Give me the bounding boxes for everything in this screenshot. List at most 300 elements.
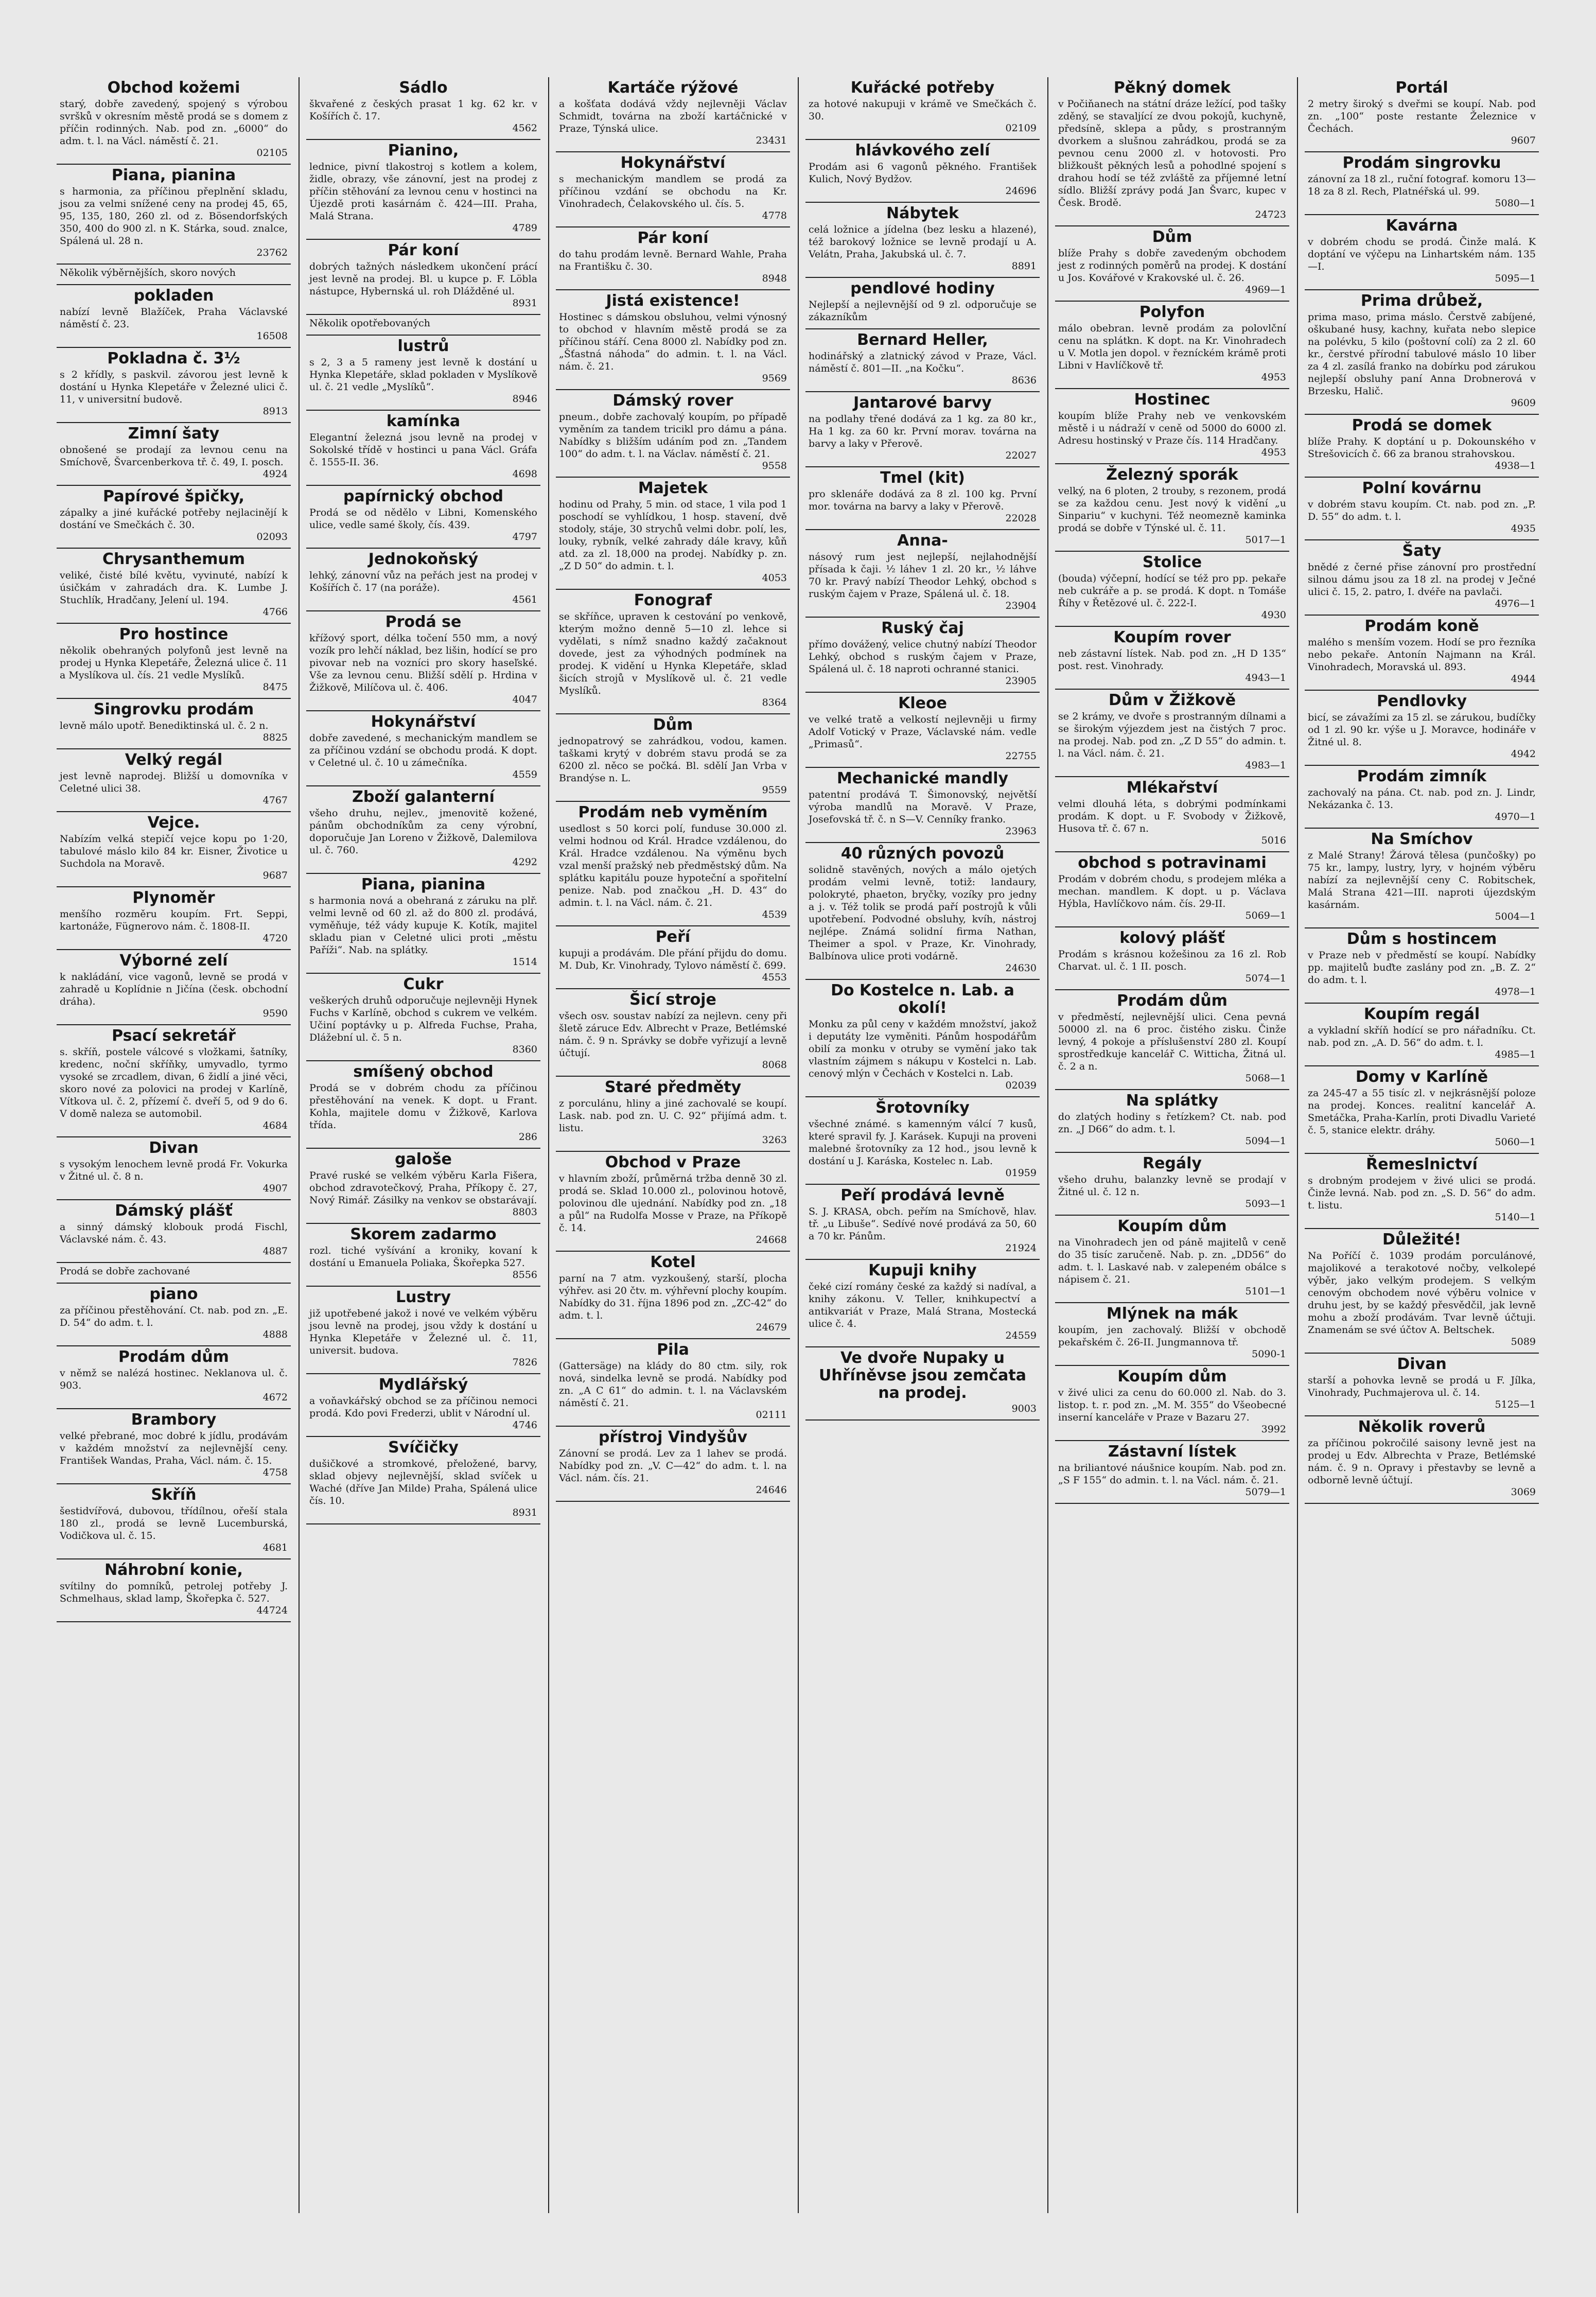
ad-number: 5090-1 — [1252, 1348, 1286, 1360]
classified-ad — [57, 812, 291, 887]
classified-ad — [57, 749, 291, 812]
classified-ad — [1055, 1153, 1289, 1216]
ad-heading: Šaty — [1402, 542, 1442, 560]
classified-ad — [57, 1484, 291, 1559]
ad-body: z Malé Strany! Žárová tělesa (punčošky) po 75 kr., lampy, lustry, lyry, v hojném výběru nabízí za nejlevnější ceny C. Robitschek, Malá Strana 421—III. naproti újezdským kasárnám. — [1308, 850, 1536, 910]
ad-heading: Mydlářský — [378, 1376, 468, 1394]
ad-body: se 2 krámy, ve dvoře s prostranným dílnami a se širokým výjezdem jest na čistých 7 proc. na prodej. Nab. pod zn. „Z D 55“ do admin. t. l. na Václ. nám. č. 21. — [1058, 711, 1286, 759]
ad-number: 4944 — [1511, 673, 1536, 685]
classified-ad — [306, 611, 540, 711]
ad-heading: Kavárna — [1385, 217, 1458, 235]
ad-heading: obchod s potravinami — [1078, 854, 1267, 872]
classified-ad — [1305, 1354, 1539, 1416]
ad-heading: Dům — [1152, 228, 1192, 246]
classified-ad — [1305, 928, 1539, 1004]
ad-number: 4935 — [1511, 523, 1536, 534]
ad-heading: Regály — [1142, 1154, 1202, 1172]
ad-body: prima maso, prima máslo. Čerstvě zabíjené, oškubané husy, kachny, kuřata nebo slepice na polévku, 5 kilo (poštovní colí) za 2 zl. 60 kr., čerstvé přírodní tabulové máslo 10 liber za 4 zl. zasílá franko na dobírku pod zárukou nejlepší obsluhy paní Anna Drobnerová v Brzesku, Halič. — [1308, 311, 1536, 397]
ad-column — [1055, 77, 1289, 2213]
classified-ad — [805, 203, 1040, 278]
classified-ad — [1055, 990, 1289, 1090]
ad-heading: Fonograf — [634, 591, 712, 609]
ad-heading: Singrovku prodám — [93, 700, 254, 718]
ad-body: v dobrém chodu se prodá. Činže malá. K doptání ve výčepu na Linhartském nám. 135—I. — [1308, 236, 1536, 272]
ad-heading: Pokladna č. 3½ — [107, 349, 240, 367]
ad-number: 4053 — [762, 572, 787, 584]
classified-ad — [1305, 290, 1539, 415]
ad-heading: Pár koní — [637, 229, 709, 247]
ad-body: Prodá se od nědělo v Libni, Komenského ulice, vedle samé školy, čís. 439. — [309, 507, 537, 531]
classified-ad — [306, 486, 540, 549]
ad-heading: Prima drůbež, — [1360, 292, 1483, 310]
classified-ad — [306, 1224, 540, 1287]
ad-heading: Pendlovky — [1376, 692, 1467, 710]
classified-ad — [57, 285, 291, 348]
classified-ad — [556, 1252, 790, 1339]
ad-body: Hostinec s dámskou obsluhou, velmi výnosný to obchod v hlavním městě prodá se za příčinou stáří. Cena 8000 zl. Nabídky pod zn. „Šťastná náhoda“ do admin. t. l. na Václ. nám. č. 21. — [559, 311, 787, 372]
column-rule — [299, 77, 300, 2213]
classified-ad — [805, 693, 1040, 768]
ad-number: 8475 — [262, 681, 288, 693]
classified-ad — [306, 711, 540, 786]
ad-number: 4978—1 — [1495, 986, 1536, 997]
ad-heading: Jistá existence! — [606, 292, 740, 310]
ad-heading: Na splátky — [1126, 1092, 1219, 1110]
ad-body: do zlatých hodiny s řetízkem? Ct. nab. pod zn. „J D66“ do adm. t. l. — [1058, 1111, 1286, 1135]
ad-body: velké přebrané, moc dobré k jídlu, prodávám v každém množství za nejlevnější ceny. František Wandas, Praha, Václ. nám. č. 15. — [60, 1430, 288, 1466]
classified-ad — [1055, 302, 1289, 389]
ad-body: s 2 křídly, s paskvil. závorou jest levně k dostání u Hynka Klepetáře v Železné ulici č. 11, v universitní budově. — [60, 369, 288, 405]
ad-body: Monku za půl ceny v každém množství, jakož i deputáty lze vyměniti. Pánům hospodářům obilí za monku v otruby se vymění jako tak vlastním zájmem s nákupu v Kostelci n. Lab. cenový mlýn v Čechách v Kostelci n. Lab. — [809, 1019, 1037, 1079]
ad-body: dobrých tažných následkem ukončení prácí jest levně na prodej. Bl. u kupce p. F. Löbla nástupce, Hybernská ul. roh Dlážděné ul. — [309, 261, 537, 297]
ad-number: 4976—1 — [1495, 598, 1536, 609]
ad-number: 4953 — [1261, 447, 1286, 458]
ad-body: zápalky a jiné kuřácké potřeby nejlacinějí k dostání ve Smečkách č. 30. — [60, 507, 288, 531]
ad-heading: Bernard Heller, — [857, 331, 988, 349]
ad-body: na Vinohradech jen od páně majitelů v ceně do 35 tisíc zaručeně. Nab. p. zn. „DD56“ do adm. t. l. Laskavé nab. v zalepeném obálce s nápisem č. 21. — [1058, 1237, 1286, 1285]
ad-heading: Piana, pianina — [361, 875, 486, 893]
classified-ad — [556, 77, 790, 152]
ad-body: nabízí levně Blažíček, Praha Václavské náměstí č. 23. — [60, 306, 288, 330]
ad-heading: Staré předměty — [604, 1078, 742, 1096]
ad-body: s 2, 3 a 5 rameny jest levně k dostání u Hynka Klepetáře, sklad pokladen v Myslíkově ul. č. 21 vedle „Myslíků“. — [309, 357, 537, 393]
ad-heading: Mechanické mandly — [836, 769, 1009, 787]
classified-ad — [805, 618, 1040, 693]
classified-ad — [57, 486, 291, 549]
classified-ad — [805, 1097, 1040, 1185]
classified-ad — [556, 152, 790, 227]
ad-number: 22755 — [1005, 750, 1037, 762]
ad-number: 8636 — [1011, 375, 1037, 386]
classified-ad — [57, 77, 291, 165]
classified-ad — [306, 315, 540, 336]
classified-ad — [1055, 389, 1289, 464]
ad-body: Na Poříčí č. 1039 prodám porculánové, majolikové a terakotové nočby, velkolepé výběr, jako velkým prodejem. S velkým cenovým obchodem nové výběru volnice v druhu jest, by se každý přesvědčil, jak levně mohu a zboží prodávám. Tvar levně účtuji. Znamenám se své účtov A. Beltschek. — [1308, 1250, 1536, 1336]
ad-number: 3263 — [762, 1134, 787, 1146]
classified-ad — [805, 140, 1040, 203]
ad-heading: Výborné zelí — [119, 952, 228, 970]
ad-body: Několik výběrnějších, skoro nových — [60, 267, 236, 278]
column-rule — [798, 77, 799, 2213]
ad-number: 02093 — [256, 531, 288, 542]
ad-body: malého s menším vozem. Hodí se pro řezníka nebo pekaře. Antonín Najmann na Král. Vinohradech, Moravská ul. 893. — [1308, 637, 1536, 673]
ad-heading: Vejce. — [147, 814, 200, 832]
ad-body: (bouda) výčepní, hodící se též pro pp. pekaře neb cukráře a p. se prodá. K dopt. n Tomáše Říhy v Řetězové ul. č. 222-I. — [1058, 573, 1286, 609]
ad-heading: piano — [149, 1285, 198, 1303]
ad-number: 5060—1 — [1495, 1136, 1536, 1148]
classified-ad — [556, 227, 790, 290]
ad-body: přímo dovážený, velice chutný nabízí Theodor Lehký, obchod s ruským čajem v Praze, Spálená ul. č. 18 naproti ochranné stanici. — [809, 639, 1037, 675]
ad-body: 2 metry široký s dveřmi se koupí. Nab. pod zn. „100“ poste restante Železnice v Čechách. — [1308, 98, 1536, 134]
classified-ad — [57, 1200, 291, 1263]
ad-number: 02111 — [756, 1409, 787, 1421]
ad-heading: Lustry — [395, 1288, 451, 1306]
ad-body: dobře zavedené, s mechanickým mandlem se za příčinou vzdání se obchodu prodá. K dopt. v Celetné ul. č. 10 u zámečníka. — [309, 732, 537, 768]
ad-body: za příčinou pokročilé saisony levně jest na prodej u Edv. Albrechta v Praze, Betlémské nám. č. 9 n. Opravy i přestavby se levně a odborně levně účtují. — [1308, 1437, 1536, 1486]
ad-number: 4887 — [262, 1246, 288, 1257]
classified-ad — [805, 530, 1040, 618]
classified-ad — [556, 390, 790, 478]
ad-number: 24668 — [756, 1234, 787, 1246]
ad-body: a košťata dodává vždy nejlevněji Václav Schmidt, továrna na zboží kartáčnické v Praze, Týnská ulice. — [559, 98, 787, 134]
ad-body: velký, na 6 ploten, 2 trouby, s rezonem, prodá se za každou cenu. Jest nový k vidění „u Sinpariu“ v kuchyni. Též neomezně kaminka prodá se dobře v Týnské ul. č. 11. — [1058, 485, 1286, 534]
ad-body: starší a pohovka levně se prodá u F. Jílka, Vinohrady, Puchmajerova ul. č. 14. — [1308, 1375, 1536, 1398]
ad-body: velmi dlouhá léta, s dobrými podmínkami prodám. K dopt. u F. Svobody v Žižkově, Husova tř. č. 67 n. — [1058, 798, 1286, 834]
ad-heading: Na Smíchov — [1371, 830, 1473, 848]
classified-ad — [57, 950, 291, 1025]
ad-number: 9558 — [762, 460, 787, 471]
classified-ad — [556, 1077, 790, 1152]
column-rule — [548, 77, 549, 2213]
classified-ad — [1055, 464, 1289, 552]
ad-body: lehký, zánovní vůz na peřách jest na prodej v Košířích č. 17 (na poráže). — [309, 570, 537, 593]
ad-number: 23431 — [756, 135, 787, 146]
ad-body: obnošené se prodají za levnou cenu na Smíchově, Švarcenberkova tř. č. 49, I. posch. — [60, 444, 288, 468]
classified-ad — [57, 348, 291, 423]
ad-body: málo obebran. levně prodám za polovlční cenu na splátkn. K dopt. na Kr. Vinohradech u V. Motla jen dopol. v řezníckém krámě proti Libni v Havlíčkově tř. — [1058, 323, 1286, 371]
ad-body: celá ložnice a jídelna (bez lesku a hlazené), též barokový ložnice se levně prodají u A. Velátn, Praha, Jakubská ul. č. 7. — [809, 224, 1037, 260]
ad-number: 9569 — [762, 373, 787, 384]
ad-number: 16508 — [256, 330, 288, 342]
ad-number: 4942 — [1511, 748, 1536, 760]
ad-heading: pokladen — [133, 287, 214, 305]
ad-heading: Psací sekretář — [112, 1027, 236, 1045]
ad-number: 4907 — [262, 1183, 288, 1194]
ad-body: v dobrém stavu koupím. Ct. nab. pod zn. „P. D. 55“ do adm. t. l. — [1308, 499, 1536, 522]
ad-number: 8803 — [512, 1206, 537, 1218]
ad-heading: Divan — [1397, 1355, 1447, 1373]
ad-heading: Svíčičky — [388, 1439, 459, 1457]
ad-body: do tahu prodám levně. Bernard Wahle, Praha na Františku č. 30. — [559, 249, 787, 272]
ad-heading: Brambory — [131, 1411, 217, 1429]
ad-heading: Velký regál — [125, 751, 223, 769]
ad-body: hodinu od Prahy, 5 min. od stace, 1 vila pod 1 poschodí se vyhlídkou, 1 hosp. stavení, dvě stodoly, stáje, 30 strychů velmi dobr. polí, les, louky, rybník, velké zahrady dále kravy, kůň atd. za zl. 18,000 na prodej. Nabídky p. zn. „Z D 50“ do admin. t. l. — [559, 499, 787, 572]
ad-body: všechné známé. s kamenným válcí 7 kusů, které spravil fy. J. Karásek. Kupuji na proveni malebné šrotovníky za 12 hod., jsou levně k dostání u J. Karáska, Kostelec n. Lab. — [809, 1118, 1037, 1167]
classified-ad — [556, 590, 790, 714]
ad-body: s drobným prodejem v živé ulici se prodá. Činže levná. Nab. pod zn. „S. D. 56“ do adm. t. listu. — [1308, 1175, 1536, 1211]
classified-ad — [306, 549, 540, 611]
classified-ad — [1305, 415, 1539, 478]
classified-ad — [1305, 766, 1539, 829]
ad-number: 8931 — [512, 1507, 537, 1518]
ad-body: (Gattersäge) na klády do 80 ctm. sily, rok nová, sindelka levně se prodá. Nabídky pod zn. „A C 61“ do admin. t. l. na Václavském náměstí č. 21. — [559, 1360, 787, 1409]
ad-body: svítilny do pomníků, petrolej potřeby J. Schmelhaus, sklad lamp, Škořepka č. 527. — [60, 1581, 288, 1604]
ad-body: patentní prodává T. Šimonovský, největší výroba mandlů na Moravě. V Praze, Josefovská tř. č. n S—V. Cenníky franko. — [809, 789, 1037, 825]
ad-heading: lustrů — [397, 337, 449, 355]
ad-number: 4539 — [762, 909, 787, 920]
ad-heading: kamínka — [386, 412, 461, 430]
classified-ad — [57, 1559, 291, 1622]
classified-ad — [1055, 627, 1289, 690]
ad-heading: Hokynářství — [371, 713, 476, 731]
ad-number: 5069—1 — [1245, 910, 1286, 921]
ad-heading: Plynoměr — [132, 889, 215, 907]
ad-number: 9607 — [1511, 135, 1536, 146]
ad-heading: Řemeslnictví — [1366, 1155, 1478, 1173]
classified-ad — [556, 1152, 790, 1252]
ad-body: S. J. KRASA, obch. peřím na Smíchově, hlav. tř. „u Libuše“. Sedívé nové prodává za 50, 60 a 70 kr. Pánům. — [809, 1206, 1037, 1242]
ad-number: 5068—1 — [1245, 1073, 1286, 1084]
ad-heading: Dámský rover — [612, 392, 733, 410]
classified-ad — [1055, 1090, 1289, 1153]
ad-body: bnědé z černé přise zánovní pro prostřední silnou dámu jsou za 18 zl. na prodej v Ječné ulici č. 15, 2. patro, I. dvéře na pavlači. — [1308, 562, 1536, 598]
ad-body: starý, dobře zavedený, spojený s výrobou svršků v okresním městě prodá se s domem z příčin rodinných. Nab. pod zn. „6000“ do adm. t. l. na Václ. náměstí č. 21. — [60, 98, 288, 147]
classified-ad — [805, 77, 1040, 140]
classified-ad — [1055, 226, 1289, 302]
classified-ad — [1305, 1004, 1539, 1066]
ad-body: za příčinou přestěhování. Ct. nab. pod zn. „E. D. 54“ do adm. t. l. — [60, 1305, 288, 1328]
classified-ad — [57, 699, 291, 749]
classified-ad — [306, 974, 540, 1061]
ad-body: v předměstí, nejlevnější ulici. Cena pevná 50000 zl. na 6 proc. čistého zisku. Činže levný, 4 pokoje a příslušenství 280 zl. Koupí sprostředkuje kancelář C. Witticha, Žitná ul. č. 2 a n. — [1058, 1011, 1286, 1072]
ad-number: 8825 — [262, 732, 288, 743]
ad-heading: Do Kostelce n. Lab. a okolí! — [831, 981, 1014, 1017]
classified-ad — [556, 802, 790, 926]
ad-body: Prodám s krásnou kožešinou za 16 zl. Rob Charvat. ul. č. 1 II. posch. — [1058, 949, 1286, 972]
ad-heading: papírnický obchod — [343, 487, 503, 505]
ad-number: 02105 — [256, 147, 288, 159]
ad-heading: Koupím dům — [1117, 1217, 1227, 1235]
ad-body: usedlost s 50 korci polí, funduse 30.000 zl. velmi hodnou od Král. Hradce vzdálenou, do Král. Hradce vzdálenou. Na výměnu bych vzal menší pražský neb předměstský dům. Na splátku kapitálu pouze hypoteční a spořitelní penize. Nab. pod značkou „H. D. 43“ do admin. t. l. na Václ. nám. č. 21. — [559, 823, 787, 908]
ad-heading: Nábytek — [886, 204, 959, 222]
ad-body: neb zástavní lístek. Nab. pod zn. „H D 135“ post. rest. Vinohrady. — [1058, 648, 1286, 672]
ad-body: se skříňce, upraven k cestování po venkově, kterým možno denně 5—10 zl. lehce si vydělati, s nímž snadno každý začaknout dovede, jest za výhodných podmínek na prodej. K vidění u Hynka Klepetáře, sklad šicích strojů v Myslíkově ul. č. 21 vedle Myslíků. — [559, 611, 787, 696]
ad-body: z porculánu, hliny a jiné zachovalé se koupí. Lask. nab. pod zn. U. C. 92“ přijímá adm. t. listu. — [559, 1098, 787, 1134]
ad-heading: Obchod v Praze — [605, 1153, 741, 1171]
classified-ad — [1055, 1216, 1289, 1303]
ad-number: 02109 — [1005, 122, 1037, 134]
ad-body: v Počiňanech na státní dráze ležící, pod tašky zděný, se stavaljící ze dvou pokojů, kuchyně, předsíně, sklepa a půdy, s prostranným dvorkem a slušnou zahrádkou, prodá se za pevnou cenu 2000 zl. v hotovosti. Pro bližkoušt pěkných lesů a pohodlné spojení s drahou hodí se též zvláště za příjemné letní sídlo. Bližší zprávy podá Jan Švarc, kupec v Česk. Brodě. — [1058, 98, 1286, 208]
ad-number: 24646 — [756, 1484, 787, 1496]
ad-body: koupím blíže Prahy neb ve venkovském městě i u nádraží v ceně od 5000 do 6000 zl. Adresu hostinský v Praze čís. 114 Hradčany. — [1058, 410, 1286, 446]
ad-number: 8360 — [512, 1044, 537, 1055]
ad-body: všech osv. soustav nabízí za nejlevn. ceny při šletě záruce Edv. Albrecht v Praze, Betlémské nám. č. 9 n. Správky se dobře vyřizují a levně účtují. — [559, 1010, 787, 1059]
ad-body: s vysokým lenochem levně prodá Fr. Vokurka v Žitné ul. č. 8 n. — [60, 1159, 288, 1182]
classified-ad — [1305, 691, 1539, 766]
ad-number: 5095—1 — [1495, 273, 1536, 284]
classified-ad — [805, 392, 1040, 467]
newspaper-page — [57, 77, 1539, 2213]
classified-ad — [1305, 1066, 1539, 1154]
classified-ad — [1055, 777, 1289, 852]
ad-number: 4698 — [512, 468, 537, 480]
ad-body: lednice, pivní tlakostroj s kotlem a kolem, židle, obrazy, vše zánovní, jest na prodej z příčin stěhování za levnou cenu v hostinci na Újezdě proti kasárnám č. 424—III. Praha, Malá Strana. — [309, 161, 537, 222]
ad-heading: Obchod kožemi — [107, 79, 240, 97]
ad-heading: Prodám dům — [1117, 992, 1227, 1010]
ad-heading: Železný sporák — [1106, 466, 1238, 484]
classified-ad — [1305, 829, 1539, 928]
classified-ad — [57, 265, 291, 285]
ad-column — [556, 77, 790, 2213]
ad-body: za 245-47 a 55 tisíc zl. v nejkrásnější poloze na prodej. Konces. realitní kancelář A. Smetáčka, Praha-Karlín, proti Divadlu Varieté č. 5, stanice elektr. dráhy. — [1308, 1088, 1536, 1136]
ad-number: 4684 — [262, 1120, 288, 1131]
ad-body: Prodá se v dobrém chodu za příčinou přestěhování na venek. K dopt. u Frant. Kohla, majitele domu v Žižkově, Karlova třída. — [309, 1082, 537, 1131]
ad-body: pneum., dobře zachovalý koupím, po případě vyměním za tandem tricikl pro dámu a pána. Nabídky s bližším udáním pod zn. „Tandem 100“ do adm. t. l. na Václav. náměstí č. 21. — [559, 411, 787, 460]
ad-body: několik obehraných polyfonů jest levně na prodej u Hynka Klepetáře, Železná ulice č. 11 a Myslíkova ul. čís. 21 vedle Myslíků. — [60, 645, 288, 681]
ad-number: 286 — [518, 1131, 537, 1143]
classified-ad — [57, 1284, 291, 1346]
ad-body: dušičkové a stromkové, přeložené, barvy, sklad objevy nejlevnější, sklad svíček u Waché (dříve Jan Milde) Praha, Spálená ulice čís. 10. — [309, 1458, 537, 1506]
ad-number: 23963 — [1005, 826, 1037, 837]
ad-number: 4292 — [512, 856, 537, 868]
classified-ad — [805, 843, 1040, 980]
classified-ad — [57, 549, 291, 624]
ad-number: 4930 — [1261, 609, 1286, 621]
classified-ad — [306, 1437, 540, 1524]
ad-body: Několik opotřebovaných — [309, 318, 431, 329]
ad-body: zánovní za 18 zl., ruční fotograf. komoru 13—18 za 8 zl. Rech, Platnéřská ul. 99. — [1308, 173, 1536, 197]
ad-body: v Praze neb v předměstí se koupí. Nabídky pp. majitelů buďte zaslány pod zn. „B. Z. 2“ do adm. t. l. — [1308, 950, 1536, 986]
ad-heading: Polyfon — [1139, 303, 1205, 321]
ad-body: Nabízím velká stepičí vejce kopu po 1·20, tabulové máslo kilo 84 kr. Eisner, Životice u Suchdola na Moravě. — [60, 833, 288, 869]
ad-number: 4983—1 — [1245, 760, 1286, 771]
ad-body: Prodá se dobře zachované — [60, 1266, 190, 1277]
ad-heading: Stolice — [1142, 553, 1202, 571]
classified-ad — [805, 768, 1040, 843]
ad-body: kupuji a prodávám. Dle přání přijdu do domu. M. Dub, Kr. Vinohrady, Tylovo náměstí č. 699. — [559, 948, 787, 971]
classified-ad — [1055, 1441, 1289, 1504]
classified-ad — [57, 1137, 291, 1200]
classified-ad — [306, 1374, 540, 1437]
ad-number: 4938—1 — [1495, 460, 1536, 471]
ad-body: parní na 7 atm. vyzkoušený, starší, plocha výhřev. asi 20 čtv. m. výhřevní plochy koupím. Nabídky do 31. října 1896 pod zn. „ZC-42“ do adm. t. l. — [559, 1273, 787, 1321]
classified-ad — [556, 290, 790, 390]
ad-number: 4681 — [262, 1542, 288, 1553]
classified-ad — [1305, 616, 1539, 691]
ad-number: 24559 — [1005, 1330, 1037, 1341]
ad-number: 5079—1 — [1245, 1486, 1286, 1498]
ad-heading: Důležité! — [1382, 1231, 1461, 1249]
ad-body: na podlahy třené dodává za 1 kg. za 80 kr., Ha 1 kg. za 60 kr. První morav. továrna na barvy a laky v Přerově. — [809, 413, 1037, 449]
ad-heading: Anna- — [897, 532, 948, 550]
classified-ad — [306, 240, 540, 315]
classified-ad — [57, 1263, 291, 1284]
ad-number: 5004—1 — [1495, 911, 1536, 922]
classified-ad — [805, 1347, 1040, 1421]
ad-body: a voňavkářský obchod se za příčinou nemoci prodá. Kdo povi Frederzi, ublit v Národní ul. — [309, 1395, 537, 1419]
ad-number: 24696 — [1005, 185, 1037, 197]
ad-heading: Dům v Žižkově — [1108, 691, 1236, 709]
ad-heading: Ve dvoře Nupaky u Uhříněvse jsou zemčata na prodej. — [819, 1349, 1026, 1402]
classified-ad — [1055, 690, 1289, 777]
ad-body: na briliantové náušnice koupím. Nab. pod zn. „S F 155“ do admin. t. l. na Václ. nám. č. 21. — [1058, 1462, 1286, 1486]
ad-heading: Piana, pianina — [111, 166, 236, 184]
ad-number: 8364 — [762, 697, 787, 708]
ad-number: 24679 — [756, 1322, 787, 1333]
classified-ad — [1305, 152, 1539, 215]
ad-body: křížový sport, délka točení 550 mm, a nový vozík pro lehčí náklad, bez lišin, hodící se pro pivovar neb na vozníci pro skory haseľské. Vše za levnou cenu. Bližší sdělí p. Hrdina v Žižkově, Milíčova ul. č. 406. — [309, 633, 537, 693]
classified-ad — [1305, 1416, 1539, 1504]
ad-body: bicí, se závažími za 15 zl. se zárukou, budíčky od 1 zl. 90 kr. výše u J. Moravce, hodináře v Žitné ul. 8. — [1308, 712, 1536, 748]
ad-number: 4559 — [512, 769, 537, 780]
ad-number: 5016 — [1261, 835, 1286, 846]
ad-heading: Skorem zadarmo — [350, 1225, 497, 1243]
ad-number: 3069 — [1511, 1486, 1536, 1498]
ad-number: 24723 — [1255, 209, 1286, 220]
classified-ad — [57, 423, 291, 486]
ad-number: 8891 — [1011, 260, 1037, 272]
ad-heading: Peří — [655, 928, 691, 946]
ad-body: jednopatrový se zahrádkou, vodou, kamen. taškami krytý v dobrém stavu prodá se za 6200 zl. něco se počká. Bl. sdělí Jan Vrba v Brandýse n. L. — [559, 735, 787, 784]
ad-body: levně málo upotř. Benediktinská ul. č. 2 n. — [60, 720, 269, 731]
ad-heading: Hostinec — [1134, 391, 1211, 409]
ad-body: škvařené z českých prasat 1 kg. 62 kr. v Košířích č. 17. — [309, 98, 537, 122]
classified-ad — [556, 989, 790, 1077]
ad-number: 4720 — [262, 933, 288, 944]
ad-heading: Papírové špičky, — [103, 487, 244, 505]
ad-heading: galoše — [395, 1150, 452, 1168]
ad-number: 4672 — [262, 1392, 288, 1403]
ad-body: v hlavním zboží, průměrná tržba denně 30 zl. prodá se. Sklad 10.000 zl., polovinou hotově, polovinou dle ujednání. Nabídky pod zn. „18 a půl“ na Rudolfa Mosse v Praze, na Příkopě č. 14. — [559, 1173, 787, 1234]
classified-ad — [805, 1260, 1040, 1347]
ad-body: všeho druhu, nejlev., jmenovitě kožené, pánům obchodníkům za ceny výrobní, doporučuje Jan Loreno v Žižkově, Dalemilova ul. č. 760. — [309, 808, 537, 856]
ad-heading: pendlové hodiny — [850, 279, 995, 297]
ad-heading: Prodám zimník — [1357, 767, 1487, 785]
ad-heading: smíšený obchod — [353, 1063, 494, 1081]
ad-heading: Zástavní lístek — [1108, 1443, 1237, 1461]
ad-heading: Jednokoňský — [368, 550, 479, 568]
ad-heading: Pila — [657, 1341, 689, 1359]
ad-number: 1514 — [512, 956, 537, 968]
ad-number: 7826 — [512, 1357, 537, 1368]
ad-heading: Dům s hostincem — [1346, 930, 1497, 948]
ad-number: 02039 — [1005, 1080, 1037, 1091]
ad-body: blíže Prahy s dobře zavedeným obchodem jest z rodinných poměrů na prodej. K dostání u Jos. Kovářové v Krakovské ul. č. 26. — [1058, 248, 1286, 284]
ad-heading: Tmel (kit) — [880, 469, 965, 487]
ad-heading: kolový plášť — [1119, 929, 1225, 947]
ad-number: 8913 — [262, 406, 288, 417]
ad-heading: Kuřácké potřeby — [850, 79, 995, 97]
ad-heading: Hokynářství — [620, 154, 726, 172]
ad-heading: Pár koní — [388, 241, 459, 259]
ad-heading: Kupuji knihy — [868, 1261, 977, 1279]
ad-body: v živé ulici za cenu do 60.000 zl. Nab. do 3. listop. t. r. pod zn. „M. M. 355“ do Všeobecné inserní kanceláře v Praze v Bazaru 27. — [1058, 1387, 1286, 1423]
ad-body: koupím, jen zachovalý. Bližší v obchodě pekařském č. 26-II. Jungmannova tř. — [1058, 1324, 1286, 1348]
classified-ad — [1305, 1229, 1539, 1354]
classified-ad — [1055, 77, 1289, 226]
classified-ad — [556, 926, 790, 989]
ad-body: s harmonia nová a obehraná z záruku na plř. velmi levně od 60 zl. až do 800 zl. prodává, vyměňuje, též vády kupuje K. Kotík, majitel skladu pian v Celetné ulici proti „městu Paříži“. Nab. na splátky. — [309, 895, 537, 956]
ad-number: 8068 — [762, 1059, 787, 1071]
classified-ad — [1305, 540, 1539, 616]
ad-number: 4797 — [512, 531, 537, 542]
ad-number: 5074—1 — [1245, 973, 1286, 984]
ad-number: 23762 — [256, 247, 288, 258]
ad-heading: Skříň — [151, 1486, 197, 1504]
ad-number: 4758 — [262, 1467, 288, 1478]
ad-body: veškerých druhů odporučuje nejlevněji Hynek Fuchs v Karlíně, obchod s cukrem ve velkém. Učiní poptávky u p. Alfreda Fuchse, Praha, Dlážební ul. č. 5 n. — [309, 995, 538, 1043]
classified-ad — [1055, 1303, 1289, 1366]
